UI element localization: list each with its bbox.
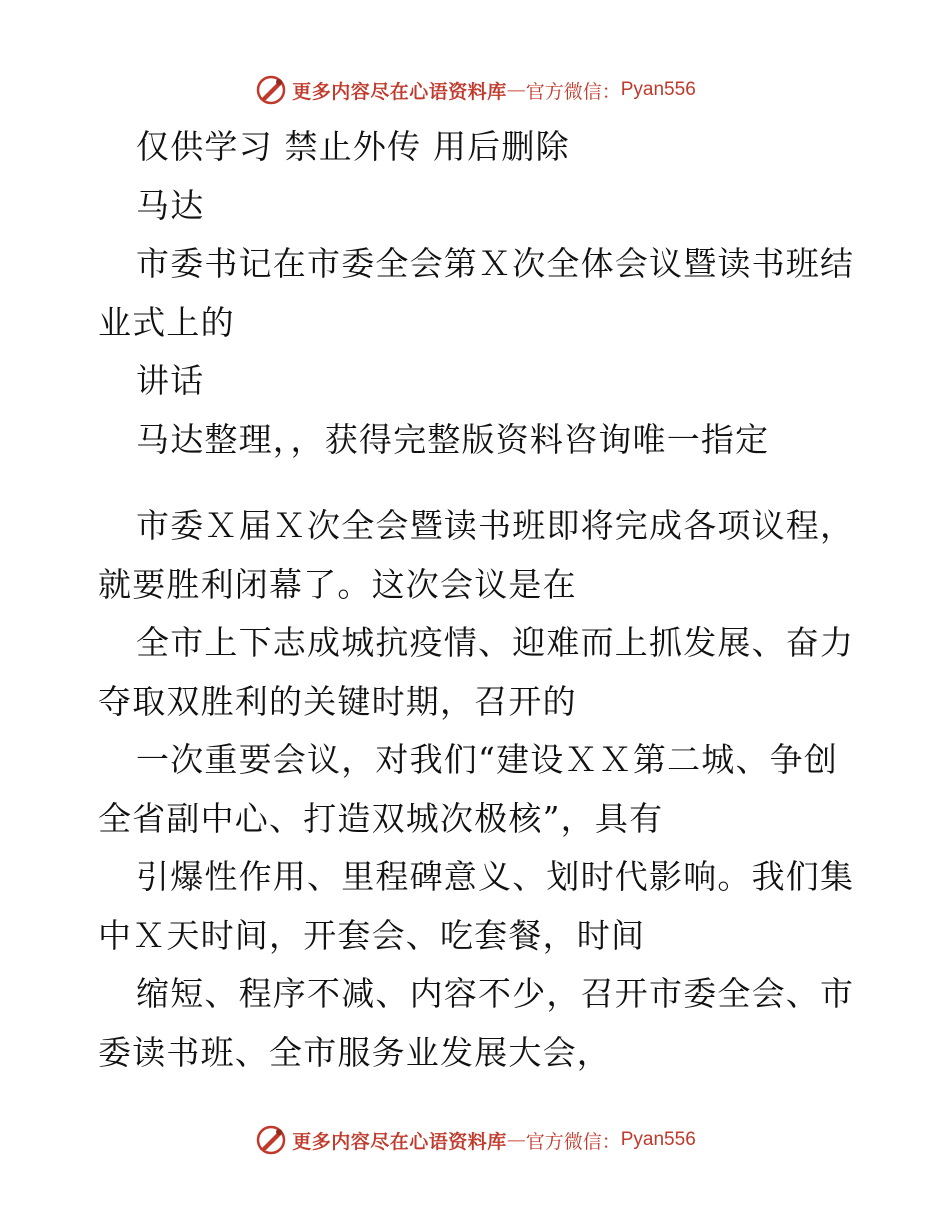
watermark-wechat-id: Pyan556	[620, 1129, 696, 1150]
text-line: 委读书班、全市服务业发展大会，	[98, 1032, 611, 1072]
watermark-footer	[0, 1120, 950, 1160]
watermark-main-text: 更多内容尽在心语资料库	[292, 80, 507, 103]
text-line: 讲话	[136, 361, 205, 400]
text-line: 马达	[136, 185, 205, 225]
brush-logo-icon	[254, 1123, 288, 1157]
text-line: 业式上的	[98, 302, 235, 342]
watermark-main-text: 更多内容尽在心语资料库	[292, 1130, 507, 1153]
document-header-lines	[98, 118, 858, 469]
text-line: 中Ｘ天时间，开套会、吃套餐，时间	[98, 915, 646, 955]
text-line: 市委Ｘ届Ｘ次全会暨读书班即将完成各项议程，	[136, 506, 855, 545]
document-paragraph-lines	[98, 497, 858, 1082]
watermark-separator: —	[506, 79, 526, 101]
watermark-wechat-label: 官方微信：	[525, 80, 621, 103]
text-line: 马达整理，，获得完整版资料咨询唯一指定	[136, 419, 770, 459]
text-line: 引爆性作用、里程碑意义、划时代影响。我们集	[136, 857, 855, 896]
text-line: 全省副中心、打造双城次极核”，具有	[98, 798, 664, 838]
text-line: 全市上下志成城抗疫情、迎难而上抓发展、奋力	[136, 623, 855, 662]
text-line: 一次重要会议，对我们“建设ＸＸ第二城、争创	[136, 740, 839, 779]
watermark-separator: —	[506, 1129, 526, 1151]
text-line: 仅供学习 禁止外传 用后删除	[136, 127, 570, 166]
watermark-wechat-id: Pyan556	[620, 79, 696, 100]
text-line: 就要胜利闭幕了。这次会议是在	[98, 564, 577, 604]
watermark-wechat-label: 官方微信：	[525, 1130, 621, 1153]
text-line: 市委书记在市委全会第Ｘ次全体会议暨读书班结	[136, 244, 855, 283]
brush-logo-icon	[254, 73, 288, 107]
text-line: 夺取双胜利的关键时期，召开的	[98, 681, 577, 721]
paragraph-gap	[98, 469, 858, 497]
text-line: 缩短、程序不减、内容不少，召开市委全会、市	[136, 974, 855, 1013]
document-body	[98, 118, 858, 1082]
watermark-header	[0, 70, 950, 110]
